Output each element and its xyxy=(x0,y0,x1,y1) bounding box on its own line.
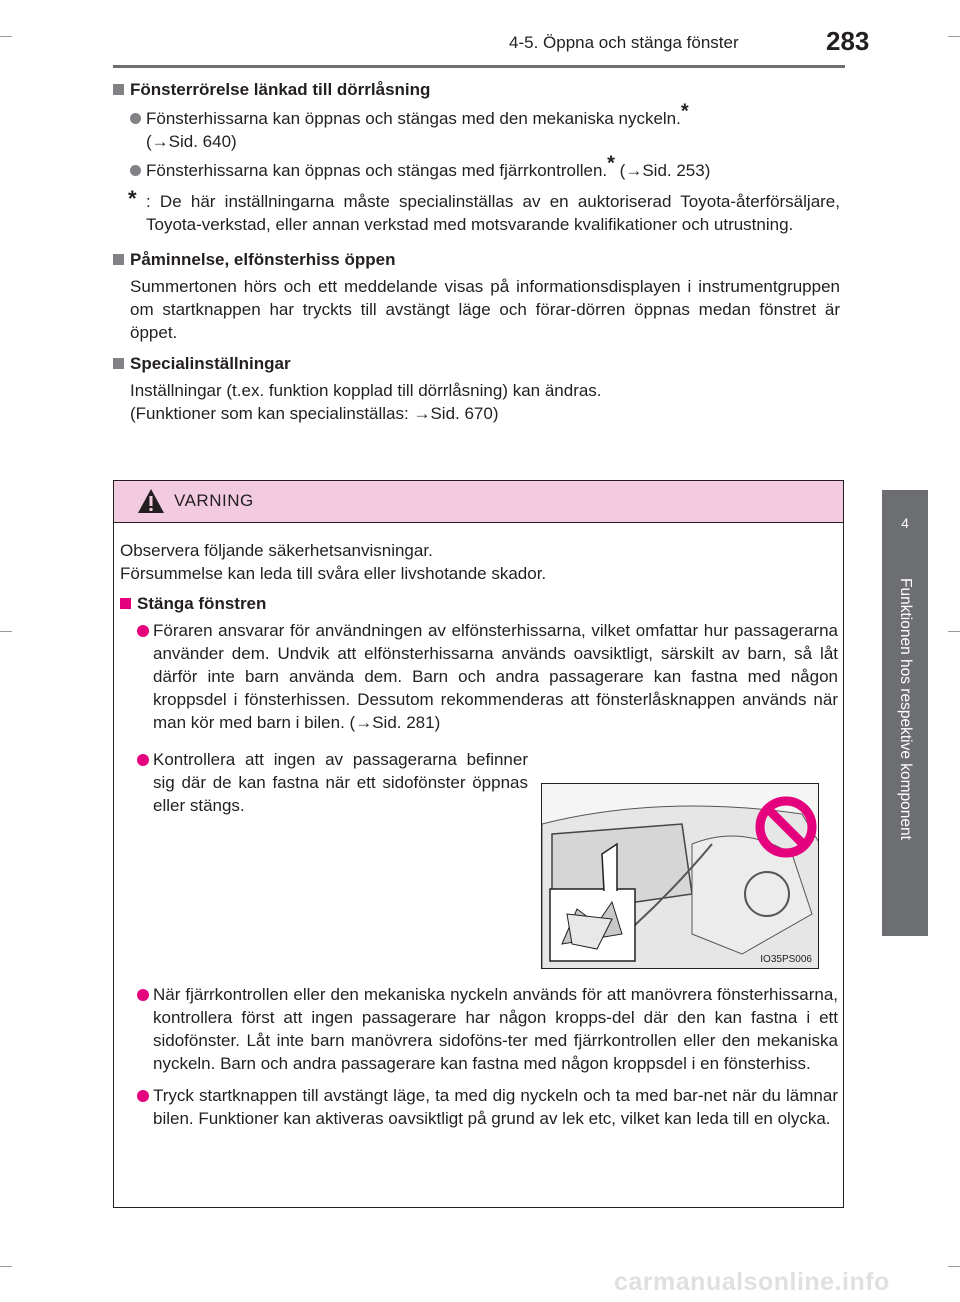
item-text: Kontrollera att ingen av passagerarna befinner sig där de kan fastna när ett sidofönster öppnas eller stängs. xyxy=(153,750,528,815)
list-item xyxy=(113,100,840,153)
footnote-star: * xyxy=(607,152,615,175)
warning-box xyxy=(113,480,844,1208)
prohibited-icon xyxy=(755,796,817,858)
warning-triangle-icon xyxy=(136,487,166,515)
crop-mark xyxy=(0,1266,12,1267)
round-bullet-icon xyxy=(130,165,141,176)
section-body xyxy=(113,379,840,425)
header-rule xyxy=(113,65,845,68)
section-body: Summertonen hörs och ett meddelande visas på informationsdisplayen i instrumentgruppen om startknappen har tryckts till avstängt läge och förar-dörren öppnas medan fönstret är öppet. xyxy=(130,277,840,342)
heading-text: Fönsterrörelse länkad till dörrlåsning xyxy=(130,80,431,99)
item-text: Tryck startknappen till avstängt läge, ta med dig nyckeln och ta med bar-net när du lämnar bilen. Funktioner kan aktiveras oavsiktligt på grund av lek etc, vilket kan leda till en olycka. xyxy=(153,1086,838,1128)
warning-header xyxy=(114,481,843,523)
section-heading xyxy=(113,352,840,375)
body-line: Inställningar (t.ex. funktion kopplad till dörrlåsning) kan ändras. xyxy=(130,381,602,400)
item-text: Fönsterhissarna kan öppnas och stängas med fjärrkontrollen. xyxy=(146,161,608,180)
page-header xyxy=(0,0,960,70)
chapter-title: Funktionen hos respektive komponent xyxy=(897,578,914,840)
square-bullet-icon xyxy=(120,598,131,609)
warning-intro: Observera följande säkerhetsanvisningar. xyxy=(120,541,433,560)
main-content xyxy=(113,76,840,425)
footnote-text: : De här inställningarna måste specialinställas av en auktoriserad Toyota-återförsäljare, Toyota-verkstad, eller annan verkstad med motsvarande kvalifikationer och utrustning. xyxy=(146,192,840,234)
heading-text: Påminnelse, elfönsterhiss öppen xyxy=(130,250,396,269)
warning-label: VARNING xyxy=(174,491,254,510)
figure-code: IO35PS006 xyxy=(760,954,812,965)
page-reference: (→Sid. 640) xyxy=(146,132,237,151)
warning-item xyxy=(120,983,838,1075)
footnote-star: * xyxy=(128,186,137,211)
section-heading xyxy=(113,248,840,271)
warning-body xyxy=(120,539,838,817)
warning-item xyxy=(120,748,528,817)
square-bullet-icon xyxy=(113,358,124,369)
round-bullet-icon xyxy=(137,1090,149,1102)
page-number: 283 xyxy=(826,26,870,56)
chapter-number: 4 xyxy=(901,515,909,531)
square-bullet-icon xyxy=(113,254,124,265)
section-title: 4-5. Öppna och stänga fönster xyxy=(509,33,739,52)
round-bullet-icon xyxy=(130,113,141,124)
footnote-star: * xyxy=(680,100,689,123)
warning-subheading xyxy=(120,592,838,615)
item-text: Föraren ansvarar för användningen av elfönsterhissarna, vilket omfattar hur passagerarna använder dem. Undvik att elfönsterhissarna används oavsiktligt, särskilt av barn, så låt därför inte barn använda dem. Barn och andra passagerare kan fastna med någon kroppsdel i fönsterhissen. Dessutom rekommenderas att fönsterlåsknappen används när man kör med barn i bilen. (→Sid. 281) xyxy=(153,621,838,732)
warning-item xyxy=(120,619,838,734)
round-bullet-icon xyxy=(137,625,149,637)
heading-text: Stänga fönstren xyxy=(137,594,267,613)
illustration xyxy=(541,783,819,969)
list-item xyxy=(113,152,840,182)
page-reference: (→Sid. 253) xyxy=(614,161,711,180)
footnote xyxy=(113,186,840,236)
site-watermark: carmanualsonline.info xyxy=(614,1268,890,1296)
round-bullet-icon xyxy=(137,754,149,766)
warning-intro: Försummelse kan leda till svåra eller livshotande skador. xyxy=(120,564,547,583)
body-line: (Funktioner som kan specialinställas: →Sid. 670) xyxy=(130,404,499,423)
crop-mark xyxy=(948,1266,960,1267)
item-text: Fönsterhissarna kan öppnas och stängas med den mekaniska nyckeln. xyxy=(146,109,681,128)
section-heading xyxy=(113,78,840,101)
warning-item xyxy=(120,1084,838,1130)
chapter-tab xyxy=(882,490,928,936)
round-bullet-icon xyxy=(137,989,149,1001)
square-bullet-icon xyxy=(113,84,124,95)
heading-text: Specialinställningar xyxy=(130,354,291,373)
crop-mark xyxy=(0,631,12,632)
warning-body-lower xyxy=(120,983,838,1130)
crop-mark xyxy=(948,631,960,632)
item-text: När fjärrkontrollen eller den mekaniska nyckeln används för att manövrera fönsterhissarna, kontrollera först att ingen passagerare har någon kropps-del där den kan fastna i ett sidofönster. Låt inte barn manövrera sidoföns-ter med fjärrkontrollen eller den mekaniska nyckeln. Barn och andra passagerare kan fastna med någon kroppsdel i en fönsterhiss. xyxy=(153,985,838,1073)
